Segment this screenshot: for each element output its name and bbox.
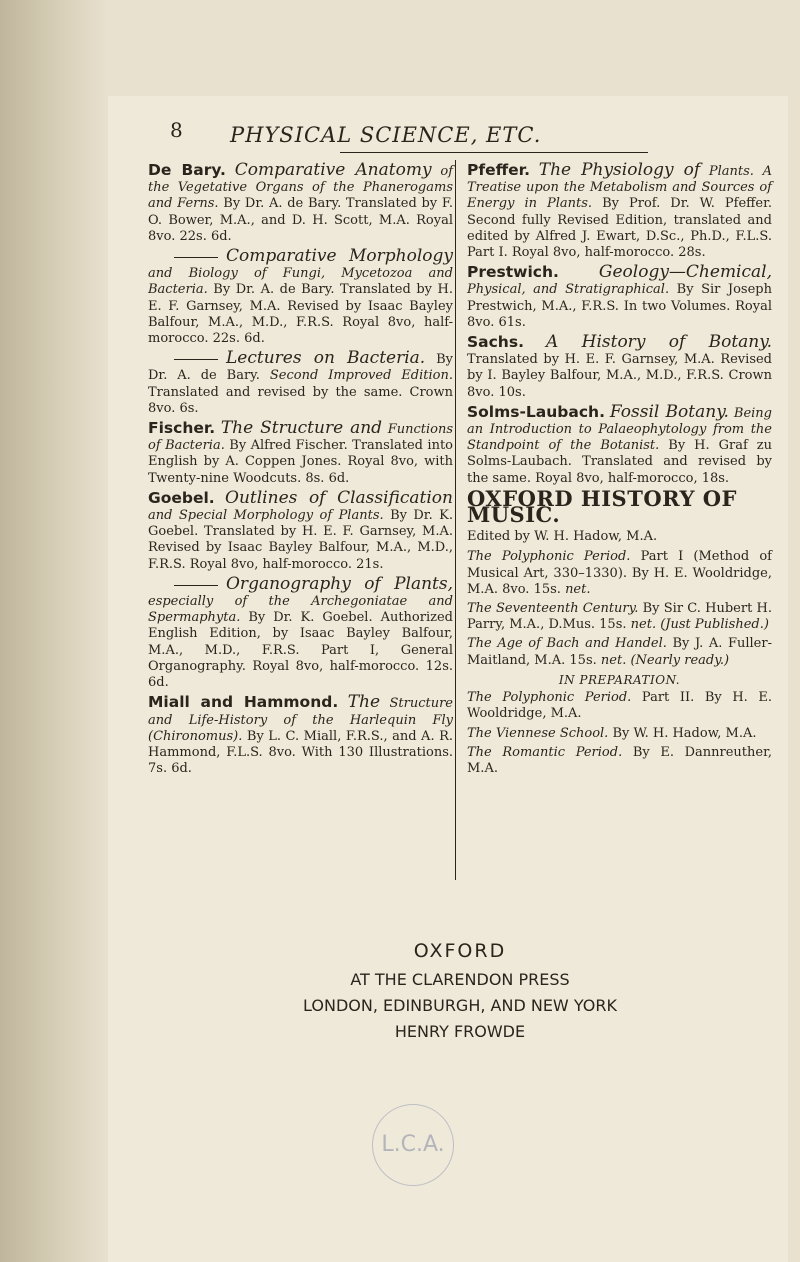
entry-debary-lectures: Lectures on Bacteria. By Dr. A. de Bary. Second Improved Edition. Translated and revised by the same. Crown 8vo. 6s.: [148, 348, 453, 416]
library-stamp: L.C.A.: [372, 1104, 454, 1186]
entry-prestwich: Prestwich. Geology—Chemical, Physical, and Stratigraphical. By Sir Joseph Prestwich, M.A., F.R.S. In two Volumes. Royal 8vo. 61s.: [467, 262, 772, 330]
entry-pfeffer: Pfeffer. The Physiology of Plants. A Treatise upon the Metabolism and Sources of Energy in Plants. By Prof. Dr. W. Pfeffer. Second fully Revised Edition, translated and edited by Alfred J. Ewart, D.Sc., Ph.D., F.L.S. Part I. Royal 8vo, half-morocco. 28s.: [467, 160, 772, 261]
entry-sachs: Sachs. A History of Botany. Translated by H. E. F. Garnsey, M.A. Revised by I. Bayley Balfour, M.A., M.D., F.R.S. Crown 8vo. 10s.: [467, 332, 772, 400]
music-item-seventeenth: The Seventeenth Century. By Sir C. Hubert H. Parry, M.A., D.Mus. 15s. net. (Just Published.): [467, 601, 772, 633]
imprint-press: AT THE CLARENDON PRESS: [350, 970, 570, 989]
imprint-oxford: OXFORD: [413, 940, 507, 962]
ditto-dash: [174, 359, 218, 360]
imprint-publisher: HENRY FROWDE: [394, 1022, 526, 1041]
music-series-heading: OXFORD HISTORY OF MUSIC.: [467, 485, 737, 528]
left-column: [148, 162, 453, 780]
entry-fischer: Fischer. The Structure and Functions of Bacteria. By Alfred Fischer. Translated into English by A. Coppen Jones. Royal 8vo, with Twenty-nine Woodcuts. 8s. 6d.: [148, 418, 453, 486]
right-column: [467, 162, 772, 780]
entry-solms-laubach: Solms-Laubach. Fossil Botany. Being an Introduction to Palaeophytology from the Standpoint of the Botanist. By H. Graf zu Solms-Laubach. Translated and revised by the same. Royal 8vo, half-morocco, 18s.: [467, 401, 772, 486]
column-divider: [455, 160, 456, 880]
imprint-cities: LONDON, EDINBURGH, AND NEW YORK: [303, 996, 617, 1015]
music-item-polyphonic-1: The Polyphonic Period. Part I (Method of Musical Art, 330–1330). By H. E. Wooldridge, M.A. 8vo. 15s. net.: [467, 549, 772, 597]
entry-miall-hammond: Miall and Hammond. The Structure and Life-History of the Harlequin Fly (Chironomus). By L. C. Miall, F.R.S., and A. R. Hammond, F.L.S. 8vo. With 130 Illustrations. 7s. 6d.: [148, 692, 454, 777]
running-title: PHYSICAL SCIENCE, ETC.: [230, 123, 542, 147]
music-prep-polyphonic-2: The Polyphonic Period. Part II. By H. E. Wooldridge, M.A.: [467, 690, 772, 722]
music-item-bach-handel: The Age of Bach and Handel. By J. A. Fuller-Maitland, M.A. 15s. net. (Nearly ready.): [467, 636, 772, 668]
entry-goebel-outlines: Goebel. Outlines of Classification and Special Morphology of Plants. By Dr. K. Goebel. Translated by H. E. F. Garnsey, M.A. Revised by Isaac Bayley Balfour, M.A., M.D., F.R.S. Royal 8vo, half-morocco. 21s.: [148, 487, 453, 572]
music-editor: Edited by W. H. Hadow, M.A.: [467, 529, 658, 545]
entry-goebel-organography: Organography of Plants, especially of the Archegoniatae and Spermaphyta. By Dr. K. Goebel. Authorized English Edition, by Isaac Bayley Balfour, M.A., M.D., F.R.S. Part I, General Organography. Royal 8vo, half-morocco. 12s. 6d.: [148, 573, 453, 691]
page-number: 8: [170, 118, 183, 142]
header-rule: [340, 152, 648, 153]
music-prep-romantic: The Romantic Period. By E. Dannreuther, M.A.: [467, 744, 772, 776]
ditto-dash: [174, 585, 218, 586]
entry-debary-morphology: Comparative Morphology and Biology of Fungi, Mycetozoa and Bacteria. By Dr. A. de Bary. Translated by H. E. F. Garnsey, M.A. Revised by Isaac Bayley Balfour, M.A., M.D., F.R.S. Royal 8vo, half-morocco. 22s. 6d.: [148, 246, 453, 347]
ditto-dash: [174, 257, 218, 258]
book-gutter: [0, 0, 108, 1262]
music-prep-viennese: The Viennese School. By W. H. Hadow, M.A.: [467, 725, 757, 741]
entry-debary-anatomy: De Bary. Comparative Anatomy of the Vegetative Organs of the Phanerogams and Ferns. By Dr. A. de Bary. Translated by F. O. Bower, M.A., and D. H. Scott, M.A. Royal 8vo. 22s. 6d.: [148, 160, 454, 244]
in-preparation-label: IN PREPARATION.: [558, 672, 681, 687]
